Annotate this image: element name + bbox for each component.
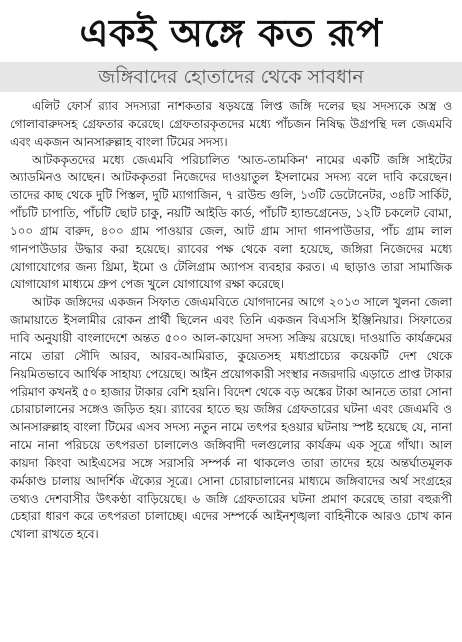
article-paragraph: এলিট ফোর্স র‌্যাব সদস্যরা নাশকতার ষড়যন্ত্রে লিপ্ত জঙ্গি দলের ছয় সদস্যকে অস্ত্র ও গোলাবারুদসহ গ্রেফতার করেছে। গ্রেফতারকৃতদের মধ্যে পাঁচজন নিষিদ্ধ উগ্রপন্থি দল জেএমবি এবং একজন আনসারুল্লাহ বাংলা টিমের সদস্য। bbox=[10, 99, 452, 149]
article-subheadline: জঙ্গিবাদের হোতাদের থেকে সাবধান bbox=[0, 62, 462, 92]
article-headline: একই অঙ্গে কত রূপ bbox=[79, 11, 383, 55]
article-paragraph: আটক জঙ্গিদের একজন সিফাত জেএমবিতে যোগদানের আগে ২০১৩ সালে খুলনা জেলা জামায়াতে ইসলামীর রোকন প্রার্থী ছিলেন এবং তিনি একজন বিএসসি ইঞ্জিনিয়ার। সিফাতের দাবি অনুযায়ী বাংলাদেশে অন্তত ৫০০ আল-কায়েদা সদস্য সক্রিয় রয়েছে। দাওয়াতি কার্যক্রমের নামে তারা সৌদি আরব, আরব-আমিরাত, কুয়েতসহ মধ্যপ্রাচ্যের কয়েকটি দেশ থেকে নিয়মিতভাবে আর্থিক সাহায্য পেয়েছে। আইন প্রয়োগকারী সংস্থার নজরদারি এড়াতে প্রাপ্ত টাকার পরিমাণ কখনই ৫০ হাজার টাকার বেশি হয়নি। বিদেশ থেকে বড় অঙ্কের টাকা আনতে তারা সোনা চোরাচালানের সঙ্গেও জড়িত হয়। র‌্যাবের হাতে ছয় জঙ্গির গ্রেফতারের ঘটনা এবং জেএমবি ও আনসারুল্লাহ বাংলা টিমের এসব সদস্য নতুন নামে তৎপর হওয়ার ঘটনায় স্পষ্ট হয়েছে যে, নানা নামে নানা পরিচয়ে তৎপরতা চালালেও জঙ্গিবাদী দলগুলোর কার্যক্রম এক সূত্রে গাঁথা। আল কায়দা কিংবা আইএসের সঙ্গে সরাসরি সম্পর্ক না থাকলেও তারা তাদের হয়ে অন্তর্ঘাতমূলক কর্মকাণ্ড চালায় আদর্শিক ঐক্যের সূত্রে। সোনা চোরাচালানের মাধ্যমে জঙ্গিবাদের অর্থ সংগ্রহের তথ্যও দেশবাসীর উৎকণ্ঠা বাড়িয়েছে। ৬ জঙ্গি গ্রেফতারের ঘটনা প্রমাণ করেছে তারা বহুরূপী চেহারা ধারণ করে তৎপরতা চালাচ্ছে। এদের সম্পর্কে আইনশৃঙ্খলা বাহিনীকে আরও চোখ কান খোলা রাখতে হবে। bbox=[10, 295, 452, 542]
article-paragraph: আটককৃতদের মধ্যে জেএমবি পরিচালিত 'আত-তামকিন' নামের একটি জঙ্গি সাইটের অ্যাডমিনও আছেন। আটককৃতরা নিজেদের দাওয়াতুল ইসলামের সদস্য বলে দাবি করেছেন। তাদের কাছ থেকে দুটি পিস্তল, দুটি ম্যাগাজিন, ৭ রাউন্ড গুলি, ১৩টি ডেটোনেটর, ৩৪টি সার্কিট, পাঁচটি চাপাতি, পাঁচটি ছোট চাকু, নয়টি আইডি কার্ড, পাঁচটি হ্যান্ডগ্রেনেড, ১২টি চকলেট বোমা, ১০০ গ্রাম বারুদ, ৪০০ গ্রাম পাওয়ার জেল, আট গ্রাম সাদা গানপাউডার, পাঁচ গ্রাম লাল গানপাউডার উদ্ধার করা হয়েছে। র‌্যাবের পক্ষ থেকে বলা হয়েছে, জঙ্গিরা নিজেদের মধ্যে যোগাযোগের জন্য থ্রিমা, ইমো ও টেলিগ্রাম অ্যাপস ব্যবহার করত। এ ছাড়াও তারা সামাজিক যোগাযোগ মাধ্যমে গ্রুপ পেজ খুলে যোগাযোগ রক্ষা করেছে। bbox=[10, 152, 452, 292]
article-body bbox=[10, 98, 452, 544]
